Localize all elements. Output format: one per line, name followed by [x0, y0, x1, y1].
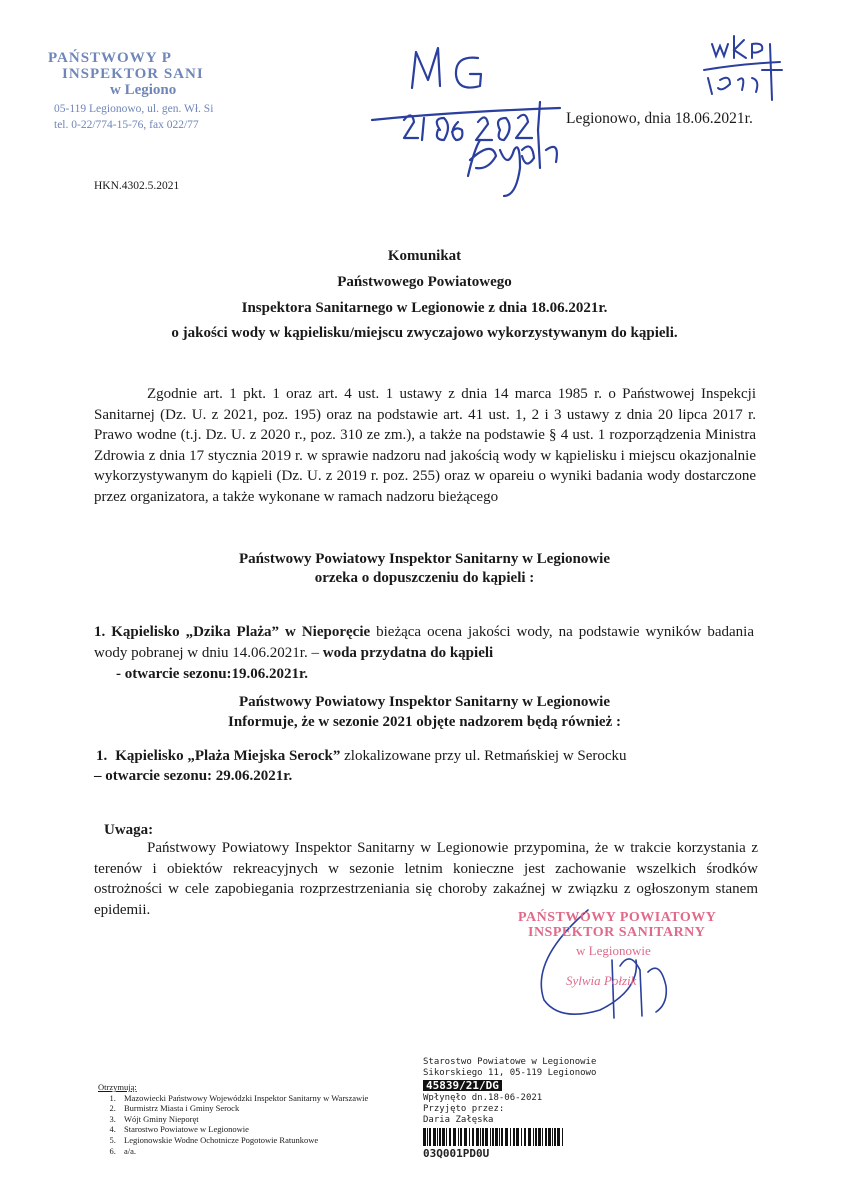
barcode-bar: [472, 1128, 474, 1146]
barcode-bar: [485, 1128, 488, 1146]
recipients-heading: Otrzymują:: [98, 1082, 137, 1092]
barcode-bar: [562, 1128, 563, 1146]
recipients-list: [98, 1082, 368, 1156]
recipient-item: 2. Burmistrz Miasta i Gminy Serock: [118, 1103, 368, 1114]
stamp-line: INSPEKTOR SANITARNY: [528, 925, 706, 940]
recipient-item: 5. Legionowskie Wodne Ochotnicze Pogotowie Ratunkowe: [118, 1135, 368, 1146]
letterhead-stamp: [48, 50, 268, 133]
stamp-line: PAŃSTWOWY POWIATOWY: [518, 910, 717, 925]
section2-item: [96, 746, 756, 766]
barcode-bar: [499, 1128, 500, 1146]
barcode-bar: [442, 1128, 445, 1146]
barcode-bar: [492, 1128, 494, 1146]
barcode-bar: [521, 1128, 522, 1146]
barcode-bar: [460, 1128, 462, 1146]
barcode-bar: [552, 1128, 553, 1146]
recipient-item: 3. Wójt Gminy Nieporęt: [118, 1114, 368, 1125]
letterhead-line: PAŃSTWOWY P: [48, 50, 172, 66]
item-text: bieżąca ocena jakości wody, na podstawie wyników badania wody pobranej w dniu 14.06.2021r. –: [94, 624, 754, 661]
registry-address: Sikorskiego 11, 05-119 Legionowo: [423, 1068, 597, 1078]
registry-number: 45839/21/DG: [423, 1080, 502, 1091]
barcode-bar: [535, 1128, 537, 1146]
barcode-bar: [429, 1128, 431, 1146]
title-line: o jakości wody w kąpielisku/miejscu zwyczajowo wykorzystywanym do kąpieli.: [171, 325, 678, 341]
item-text: zlokalizowane przy ul. Retmańskiej w Serocku: [340, 748, 627, 764]
letterhead-phone: tel. 0-22/774-15-76, fax 022/77: [54, 119, 199, 131]
barcode-bar: [538, 1128, 541, 1146]
stamp-line: w Legionowie: [576, 943, 651, 958]
barcode-bar: [524, 1128, 526, 1146]
registry-received-by: Przyjęto przez:: [423, 1104, 505, 1114]
item-opening: – otwarcie sezonu: 29.06.2021r.: [94, 768, 293, 784]
barcode-bar: [513, 1128, 515, 1146]
title-line: Państwowego Powiatowego: [337, 274, 512, 290]
section1-heading: Państwowy Powiatowy Inspektor Sanitarny w Legionowie: [239, 551, 610, 567]
note-text: Państwowy Powiatowy Inspektor Sanitarny w Legionowie przypomina, że w trakcie korzystania z terenów i obiektów rekreacyjnych w sezonie letnim konieczne jest zachowanie wszelkich środków ostrożności w cele zapobiegania rozprzestrzeniania się choroby zakaźnej w związku z ogłoszonym stanem epidemii.: [94, 840, 758, 918]
item-number: 1.: [96, 748, 108, 764]
registry-received: Wpłynęło dn.18-06-2021: [423, 1093, 543, 1103]
recipient-item: 4. Starostwo Powiatowe w Legionowie: [118, 1124, 368, 1135]
barcode-bar: [495, 1128, 498, 1146]
section1-subheading: orzeka o dopuszczeniu do kąpieli :: [314, 570, 535, 586]
letterhead-line: w Legiono: [110, 82, 177, 98]
barcode-bar: [548, 1128, 551, 1146]
barcode-bar: [554, 1128, 556, 1146]
registry-stamp: [423, 1057, 596, 1159]
item-result: woda przydatna do kąpieli: [322, 644, 494, 661]
letterhead-address: 05-119 Legionowo, ul. gen. Wł. Si: [54, 103, 214, 115]
reference-number: HKN.4302.5.2021: [94, 180, 180, 192]
barcode-bar: [437, 1128, 438, 1146]
barcode-bar: [423, 1128, 426, 1146]
item-opening: - otwarcie sezonu:19.06.2021r.: [116, 666, 309, 682]
barcode-bar: [542, 1128, 543, 1146]
barcode-bar: [446, 1128, 447, 1146]
item-name: Kąpielisko „Plaża Miejska Serock”: [115, 748, 341, 764]
title-line: Komunikat: [387, 248, 462, 264]
barcode-bar: [427, 1128, 428, 1146]
intro-paragraph: Zgodnie art. 1 pkt. 1 oraz art. 4 ust. 1 ustawy z dnia 14 marca 1985 r. o Państwowej Inspekcji Sanitarnej (Dz. U. z 2021, poz. 195) oraz na podstawie art. 41 ust. 1, 2 i 3 ustawy z dnia 20 lipca 2017 r. Prawo wodne (t.j. Dz. U. z 2020 r., poz. 310 ze zm.), a także na podstawie § 4 ust. 1 rozporządzenia Ministra Zdrowia z dnia 17 stycznia 2019 r. w sprawie nadzoru nad jakością wody w kąpielisku i miejscu okazjonalnie wykorzystywanym do kąpieli (Dz. U. z 2019 r. poz. 255) oraz w opareiu o wyniki badania wody dostarczone przez organizatora, a także wykonane w ramach nadzoru bieżącego: [94, 386, 756, 505]
place-and-date: Legionowo, dnia 18.06.2021r.: [566, 110, 753, 127]
barcode-bar: [458, 1128, 459, 1146]
section2-subheading: Informuje, że w sezonie 2021 objęte nadzorem będą również :: [228, 714, 621, 730]
barcode-bar: [480, 1128, 481, 1146]
barcode-bar: [453, 1128, 456, 1146]
barcode-bar: [476, 1128, 479, 1146]
barcode-code: 03Q001PD0U: [423, 1147, 490, 1160]
barcode: [423, 1128, 565, 1146]
section2-heading: Państwowy Powiatowy Inspektor Sanitarny w Legionowie: [239, 694, 610, 710]
barcode-bar: [528, 1128, 531, 1146]
barcode-bar: [449, 1128, 451, 1146]
barcode-bar: [482, 1128, 484, 1146]
barcode-bar: [505, 1128, 508, 1146]
recipient-item: 6. a/a.: [118, 1146, 368, 1157]
barcode-bar: [557, 1128, 560, 1146]
barcode-bar: [545, 1128, 547, 1146]
note-label: Uwaga:: [104, 822, 154, 838]
item-name: Kąpielisko „Dzika Plaża” w Nieporęcie: [111, 624, 371, 640]
section1-item: [94, 622, 754, 663]
item-number: 1.: [94, 624, 106, 640]
stamp-signatory: Sylwia Połzik: [566, 973, 637, 988]
barcode-bar: [501, 1128, 503, 1146]
letterhead-line: INSPEKTOR SANI: [62, 66, 204, 82]
signature-stamp: [518, 910, 748, 990]
registry-person: Daria Załęska: [423, 1115, 494, 1125]
barcode-bar: [533, 1128, 534, 1146]
barcode-bar: [433, 1128, 436, 1146]
recipient-item: 1. Mazowiecki Państwowy Wojewódzki Inspektor Sanitarny w Warszawie: [118, 1093, 368, 1104]
barcode-bar: [516, 1128, 519, 1146]
barcode-bar: [510, 1128, 511, 1146]
barcode-bar: [439, 1128, 441, 1146]
title-line: Inspektora Sanitarnego w Legionowie z dnia 18.06.2021r.: [241, 300, 608, 316]
barcode-bar: [490, 1128, 491, 1146]
registry-office: Starostwo Powiatowe w Legionowie: [423, 1057, 597, 1067]
barcode-bar: [464, 1128, 467, 1146]
barcode-bar: [469, 1128, 470, 1146]
